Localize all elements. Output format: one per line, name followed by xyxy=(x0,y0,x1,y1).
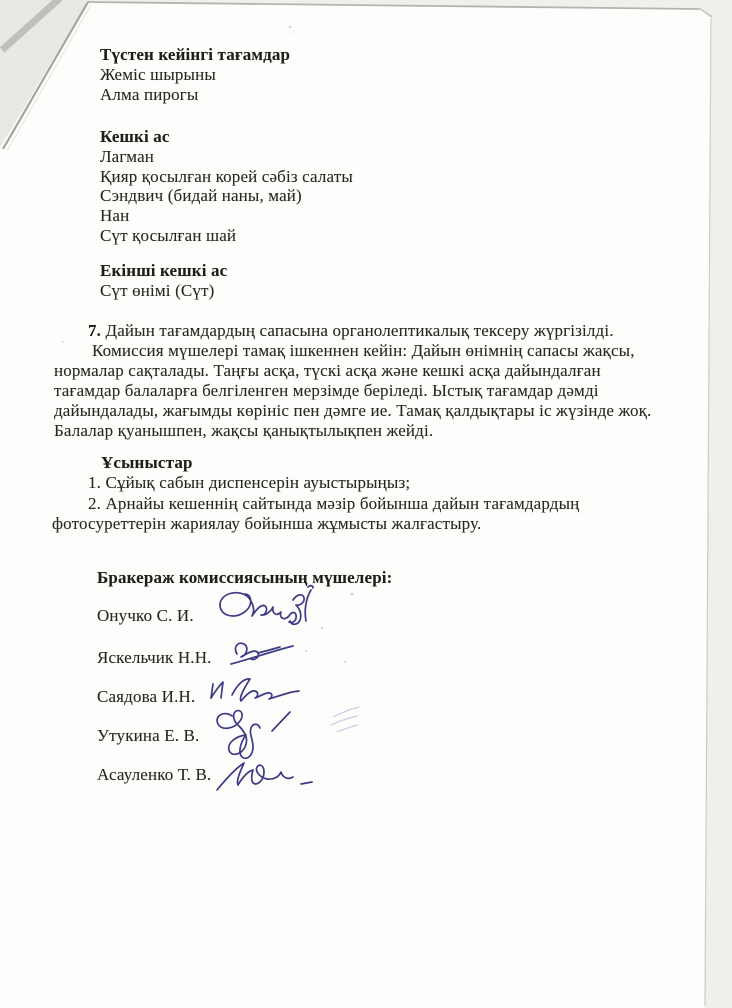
commission-member-name: Утукина Е. В. xyxy=(97,726,200,745)
paragraph-line: нормалар сақталады. Таңғы асқа, түскі асқа және кешкі асқа дайындалған xyxy=(54,360,601,380)
menu-section-heading: Түстен кейінгі тағамдар xyxy=(100,45,291,64)
menu-item: Сэндвич (бидай наны, май) xyxy=(100,186,302,206)
menu-section-heading: Екінші кешкі ас xyxy=(100,261,228,280)
recommendation-item: 2. Арнайы кешеннің сайтында мәзір бойынша дайын тағамдардың xyxy=(88,493,580,513)
recommendation-item-continuation: фотосуреттерін жариялау бойынша жұмысты жалғастыру. xyxy=(52,514,482,534)
commission-member-name: Яскельчик Н.Н. xyxy=(97,648,212,667)
menu-section-heading: Кешкі ас xyxy=(100,127,170,146)
paragraph-line: дайындалады, жағымды көрініс пен дәмге ие. Тамақ қалдықтары іс жүзінде жоқ. xyxy=(54,400,652,420)
menu-item: Алма пирогы xyxy=(100,84,199,104)
ink-smudges xyxy=(305,593,359,732)
paragraph-line: 7. Дайын тағамдардың сапасына органолептикалық тексеру жүргізілді. xyxy=(88,321,614,340)
menu-item: Қияр қосылған корей сәбіз салаты xyxy=(100,166,353,186)
menu-item: Сүт қосылған шай xyxy=(100,225,237,245)
commission-member-name: Саядова И.Н. xyxy=(97,687,196,706)
paragraph-line: Балалар қуанышпен, жақсы қанықтылықпен жейді. xyxy=(54,420,434,440)
recommendation-item: 1. Сұйық сабын диспенсерін ауыстырыңыз; xyxy=(88,473,411,493)
commission-member-name: Асауленко Т. В. xyxy=(97,765,212,784)
menu-item: Нан xyxy=(100,206,130,226)
menu-item: Лагман xyxy=(100,146,155,166)
signature-asaulenko xyxy=(217,763,312,790)
recommendations-heading: Ұсыныстар xyxy=(101,453,193,472)
signature-utukina xyxy=(217,711,290,759)
paragraph-number: 7. xyxy=(88,321,102,340)
commission-heading: Бракераж комиссиясының мүшелері: xyxy=(97,568,393,587)
signature-sayadova xyxy=(211,679,299,701)
signature-yaskelchik xyxy=(231,643,293,664)
commission-member-name: Онучко С. И. xyxy=(97,606,194,625)
menu-item: Жеміс шырыны xyxy=(100,64,216,84)
paragraph-line: Комиссия мүшелері тамақ ішкеннен кейін: Дайын өнімнің сапасы жақсы, xyxy=(92,340,635,360)
paragraph-line: тағамдар балаларға белгіленген мерзімде беріледі. Ыстық тағамдар дәмді xyxy=(54,380,599,400)
menu-item: Сүт өнімі (Сүт) xyxy=(100,280,215,300)
signature-onuchko xyxy=(220,586,313,625)
